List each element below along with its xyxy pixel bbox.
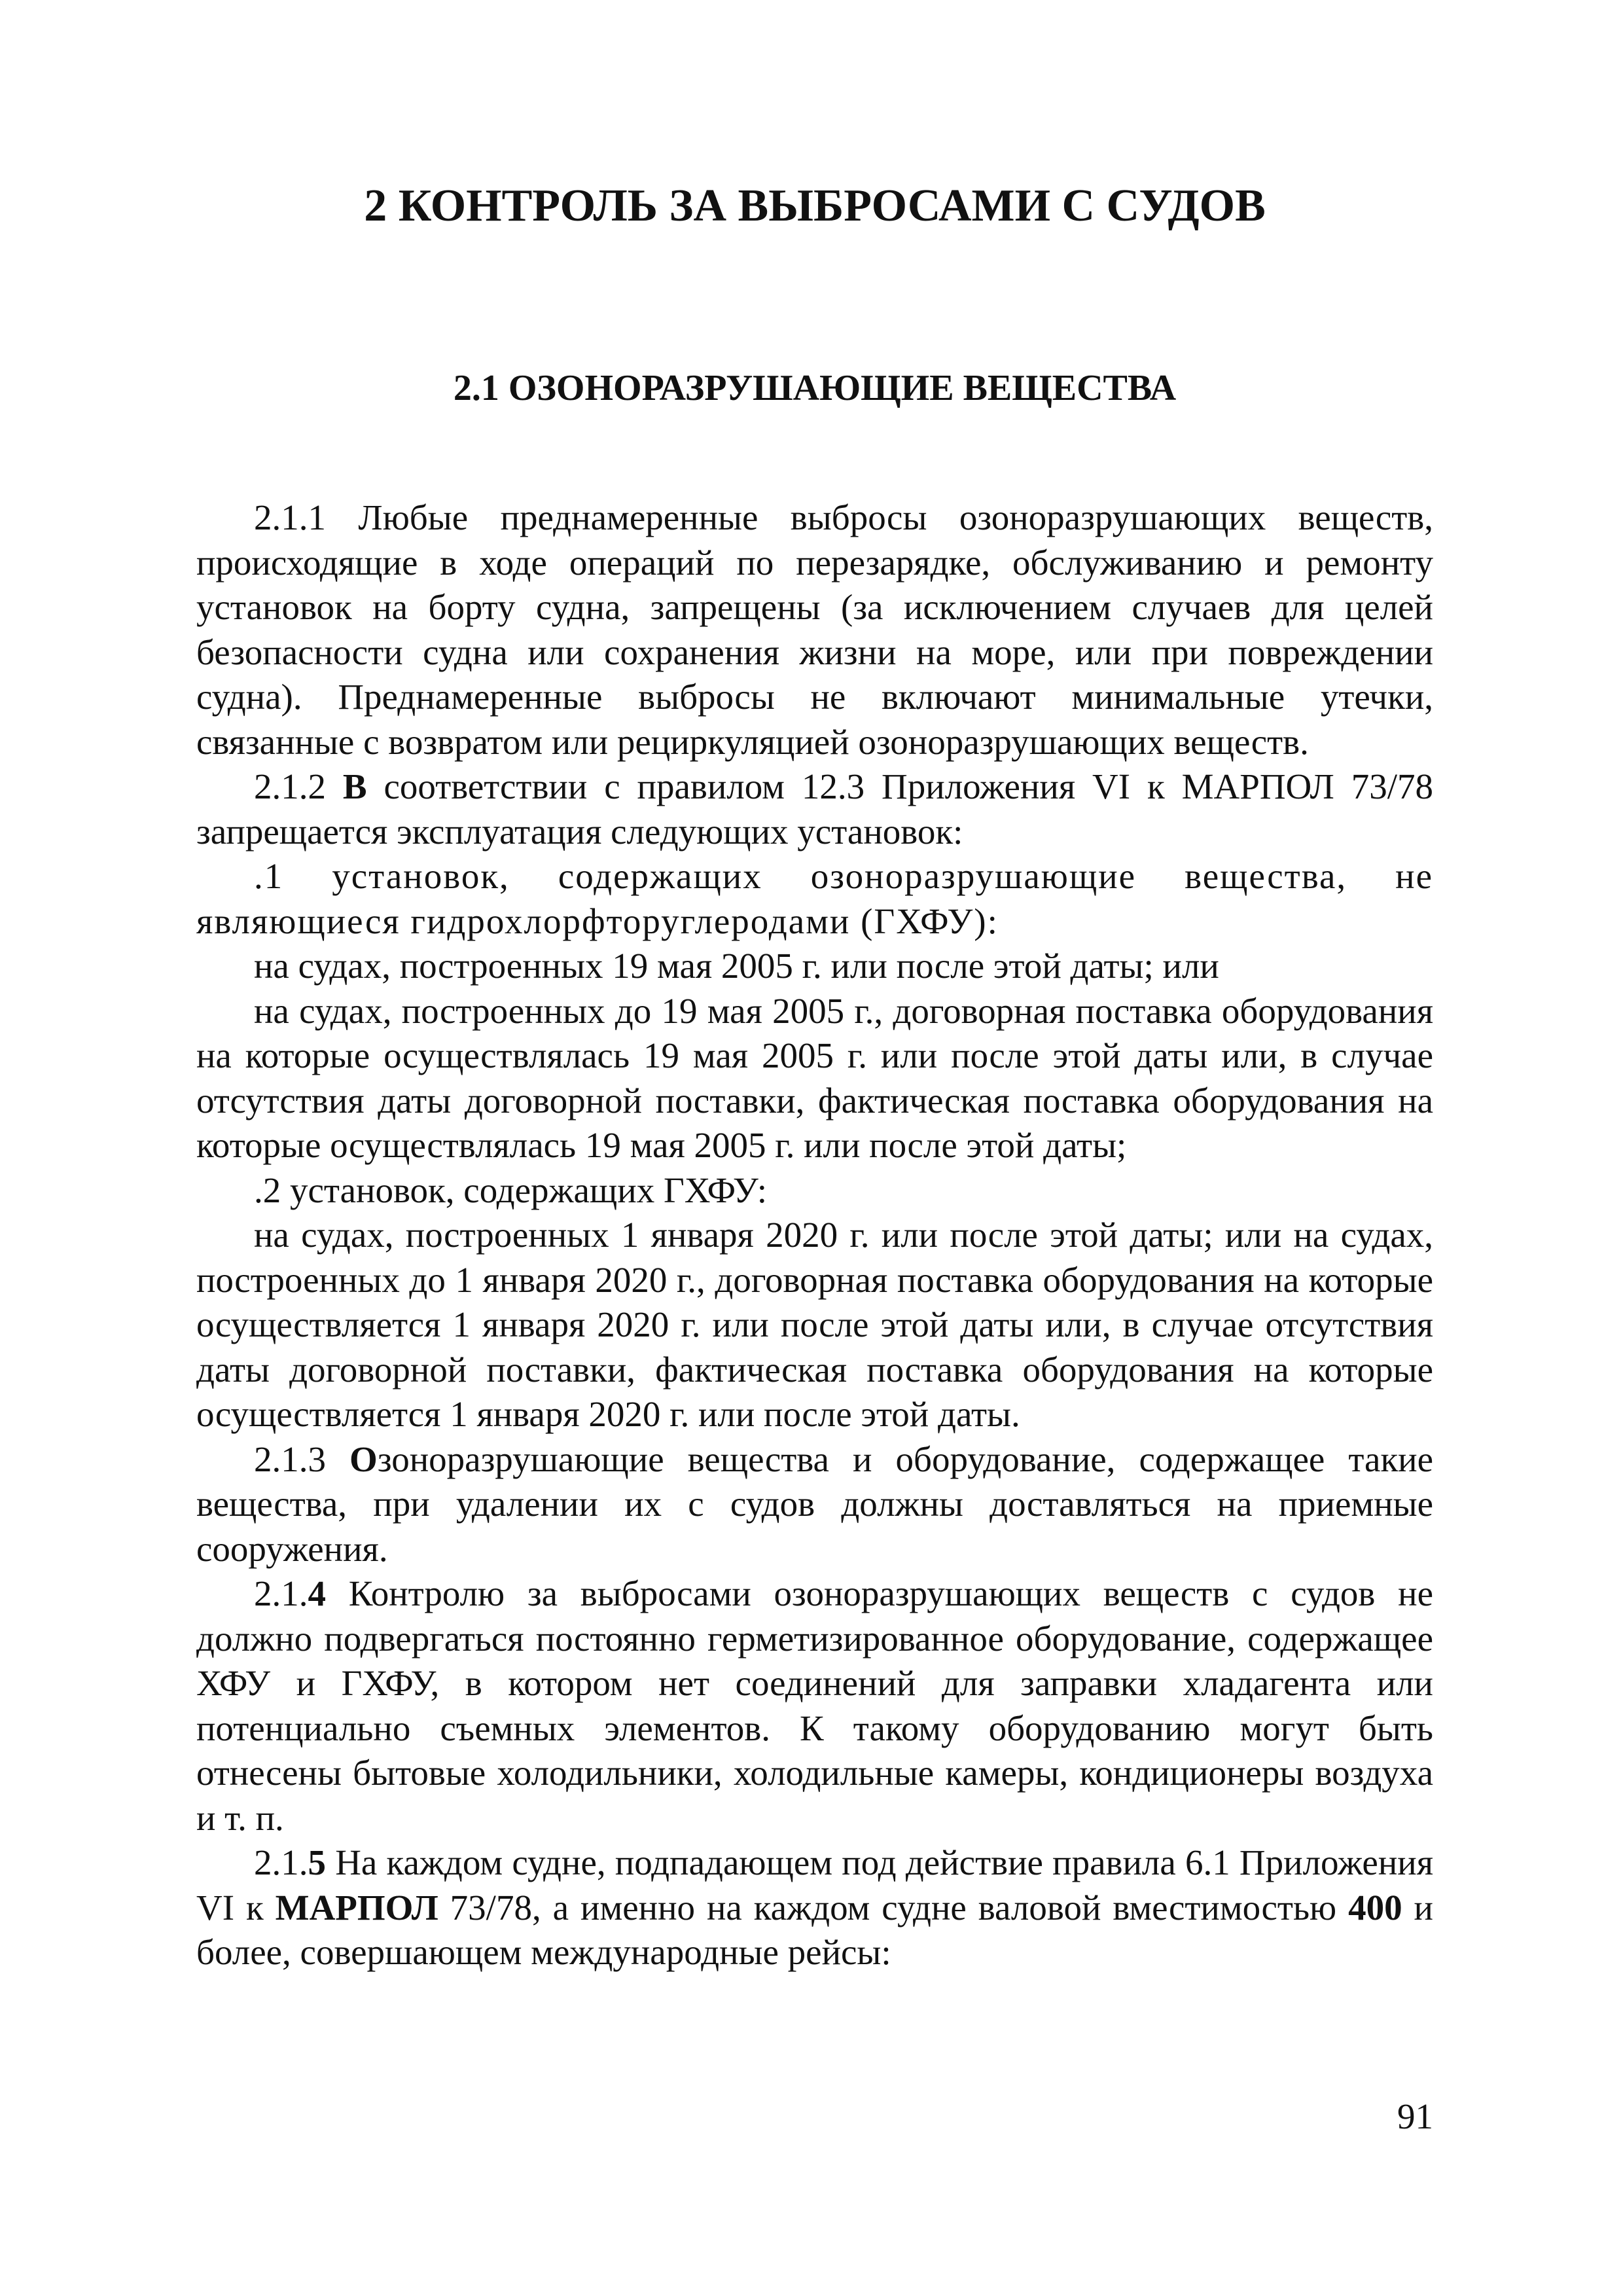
paragraph-text: зоноразрушающие вещества и оборудование, содержащее такие вещества, при удалении их с судов должны доставляться на приемные сооружения. <box>196 1439 1434 1569</box>
paragraph-bold-lead: О <box>349 1439 378 1479</box>
list-item-2 <box>196 1168 1433 1213</box>
paragraph-text: Любые преднамеренные выбросы озоноразрушающих веществ, происходящие в ходе операций по перезарядке, обслуживанию и ремонту установок на борту судна, запрещены (за исключением случаев для целей безопасности судна или сохранения жизни на море, или при повреждении судна). Преднамеренные выбросы не включают минимальные утечки, связанные с возвратом или рециркуляцией озоноразрушающих веществ. <box>196 497 1433 762</box>
section-title-text: ОЗОНОРАЗРУШАЮЩИЕ ВЕЩЕСТВА <box>508 368 1177 408</box>
list-item-text: установок, содержащих ГХФУ: <box>281 1170 768 1210</box>
paragraph-bold-lead: В <box>342 766 367 806</box>
list-item-number: .1 <box>254 856 284 896</box>
paragraph-bold-number: 400 <box>1348 1887 1402 1928</box>
page-number: 91 <box>1397 2096 1433 2136</box>
document-page <box>196 0 1433 2296</box>
paragraph-text: 73/78, а именно на каждом судне валовой вместимостью <box>438 1887 1349 1928</box>
chapter-title: 2 КОНТРОЛЬ ЗА ВЫБРОСАМИ С СУДОВ <box>364 181 1266 231</box>
body-text <box>196 495 1433 1975</box>
paragraph-number-bold: 4 <box>308 1573 326 1613</box>
paragraph-2-1-2 <box>196 764 1433 854</box>
paragraph-number: 2.1.2 <box>254 766 326 806</box>
section-number: 2.1 <box>453 368 499 408</box>
list-item-1-clause-a: на судах, построенных 19 мая 2005 г. или после этой даты; или <box>254 946 1219 986</box>
paragraph-text: На каждом судне, подпадающем под действие правила 6.1 Приложения VI к <box>196 1842 1433 1928</box>
paragraph-number: 2.1. <box>254 1842 308 1882</box>
list-item-number: .2 <box>254 1170 281 1210</box>
paragraph-text: и более, совершающем международные рейсы: <box>196 1887 1433 1972</box>
paragraph-2-1-1 <box>196 495 1433 764</box>
list-item-1 <box>196 854 1433 944</box>
paragraph-2-1-5 <box>196 1840 1433 1975</box>
paragraph-text: Контролю за выбросами озоноразрушающих веществ с судов не должно подвергаться постоянно герметизированное оборудование, содержащее ХФУ и ГХФУ, в котором нет соединений для заправки хладагента или потенциально съемных элементов. К такому оборудованию могут быть отнесены бытовые холодильники, холодильные камеры, кондиционеры воздуха и т. п. <box>196 1573 1433 1838</box>
paragraph-number: 2.1. <box>254 1573 308 1613</box>
paragraph-bold-term: МАРПОЛ <box>275 1887 438 1928</box>
paragraph-text: соответствии с правилом 12.3 Приложения VI к МАРПОЛ 73/78 запрещается эксплуатация следующих установок: <box>196 766 1434 852</box>
paragraph-number-bold: 5 <box>308 1842 326 1882</box>
section-title <box>196 363 1433 413</box>
paragraph-2-1-3 <box>196 1437 1433 1572</box>
list-item-text: установок, содержащих озоноразрушающие вещества, не являющиеся гидрохлорфторуглеродами (ГХФУ): <box>196 856 1433 941</box>
paragraph-number: 2.1.1 <box>254 497 326 537</box>
list-item-1-clause-b: на судах, построенных до 19 мая 2005 г., договорная поставка оборудования на которые осуществлялась 19 мая 2005 г. или после этой даты или, в случае отсутствия даты договорной поставки, фактическая поставка оборудования на которые осуществлялась 19 мая 2005 г. или после этой даты; <box>196 990 1433 1165</box>
list-item-2-clause-a: на судах, построенных 1 января 2020 г. или после этой даты; или на судах, построенных до 1 января 2020 г., договорная поставка оборудования на которые осуществляется 1 января 2020 г. или после этой даты или, в случае отсутствия даты договорной поставки, фактическая поставка оборудования на которые осуществляется 1 января 2020 г. или после этой даты. <box>196 1215 1433 1434</box>
paragraph-2-1-4 <box>196 1571 1433 1840</box>
paragraph-number: 2.1.3 <box>254 1439 326 1479</box>
